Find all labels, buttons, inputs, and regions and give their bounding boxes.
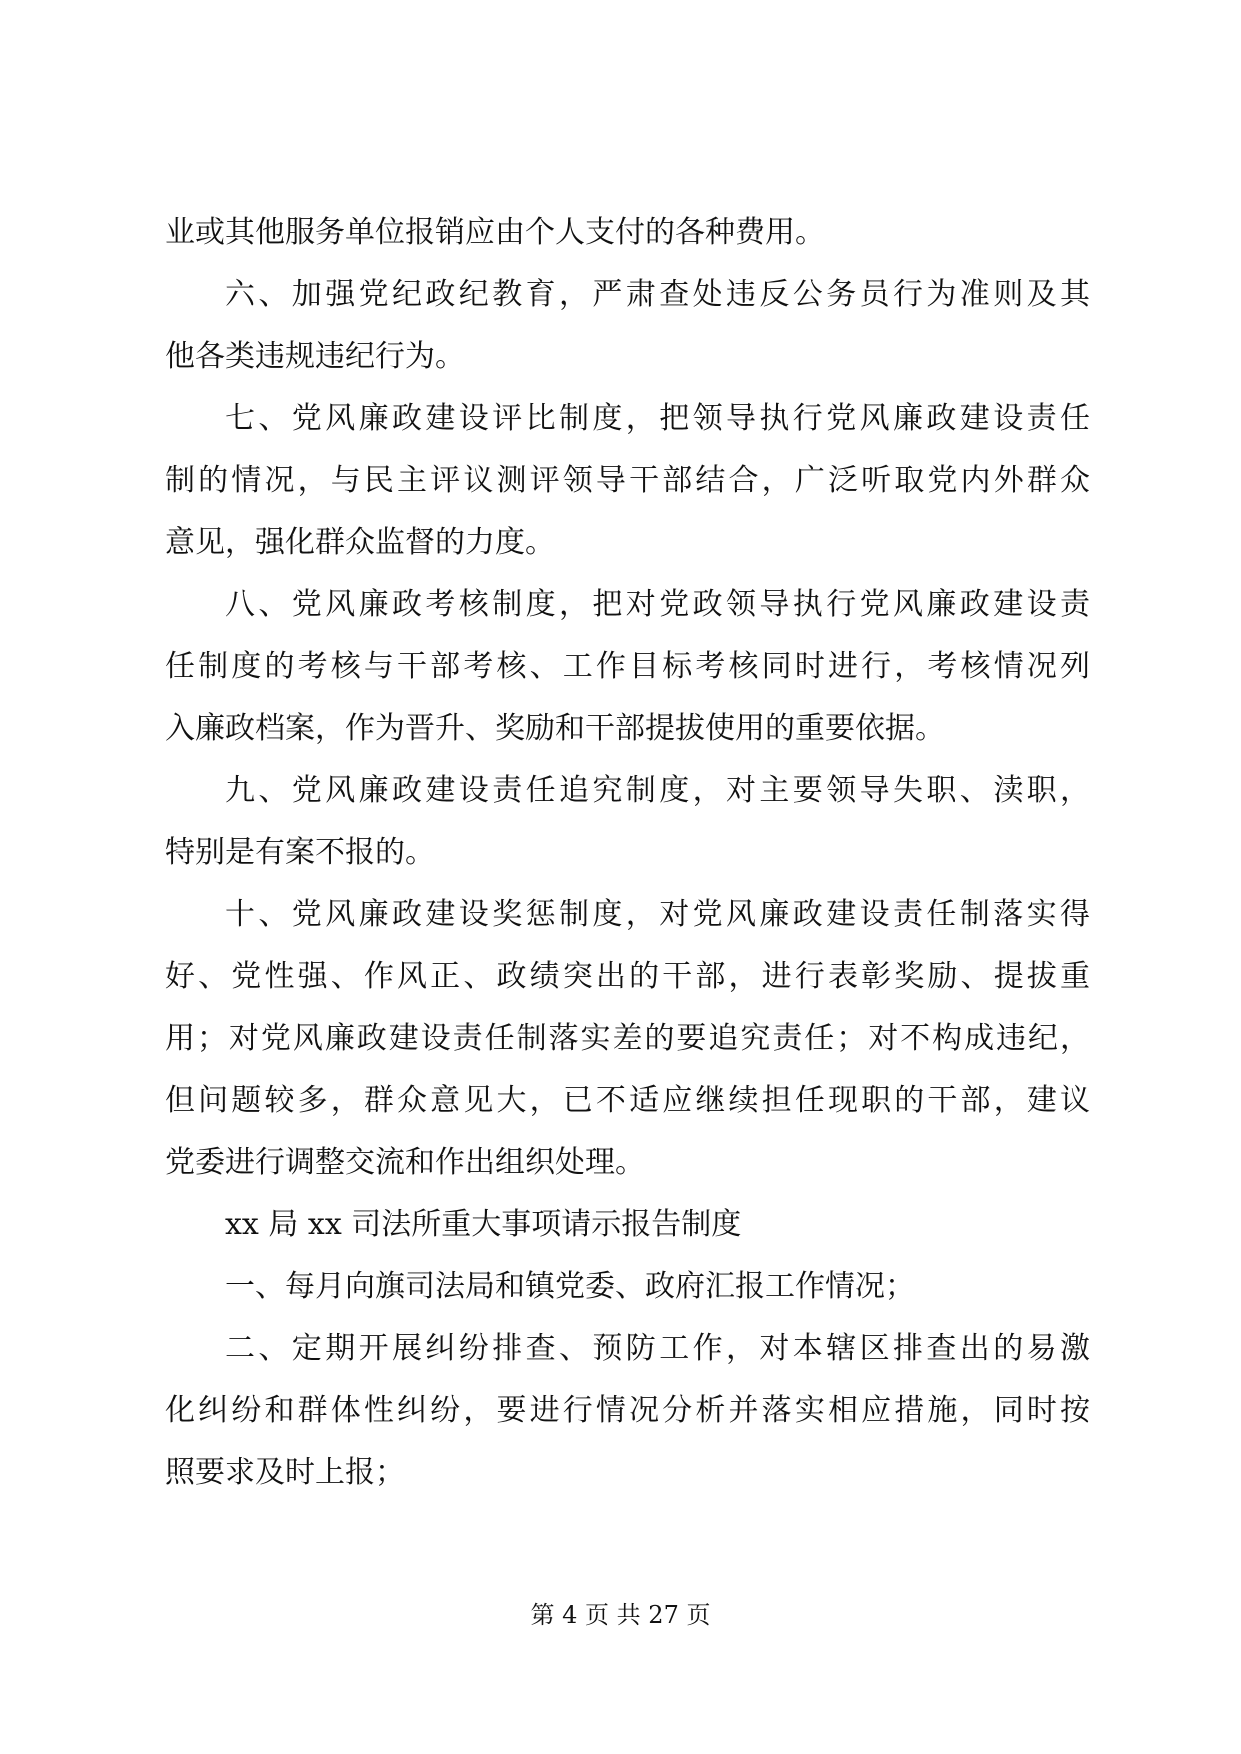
document-body	[165, 202, 1090, 1504]
text-line: 六、加强党纪政纪教育，严肃查处违反公务员行为准则及其	[225, 277, 1090, 312]
text-line: 任制度的考核与干部考核、工作目标考核同时进行，考核情况列	[165, 649, 1090, 684]
text-line: 八、党风廉政考核制度，把对党政领导执行党风廉政建设责	[225, 587, 1090, 622]
text-line: 二、定期开展纠纷排查、预防工作，对本辖区排查出的易激	[225, 1331, 1090, 1366]
text-line: 但问题较多，群众意见大，已不适应继续担任现职的干部，建议	[165, 1083, 1090, 1118]
text-line: 制的情况，与民主评议测评领导干部结合，广泛听取党内外群众	[165, 463, 1090, 498]
text-line: 入廉政档案，作为晋升、奖励和干部提拔使用的重要依据。	[165, 711, 945, 746]
text-line: 特别是有案不报的。	[165, 835, 435, 870]
text-line: 九、党风廉政建设责任追究制度，对主要领导失职、渎职，	[225, 773, 1090, 808]
text-line: 用；对党风廉政建设责任制落实差的要追究责任；对不构成违纪，	[165, 1021, 1090, 1056]
text-line: 化纠纷和群体性纠纷，要进行情况分析并落实相应措施，同时按	[165, 1393, 1090, 1428]
text-line: 一、每月向旗司法局和镇党委、政府汇报工作情况；	[225, 1269, 915, 1304]
text-line: xx 局 xx 司法所重大事项请示报告制度	[225, 1207, 742, 1242]
text-line: 十、党风廉政建设奖惩制度，对党风廉政建设责任制落实得	[225, 897, 1090, 932]
text-line: 七、党风廉政建设评比制度，把领导执行党风廉政建设责任	[225, 401, 1090, 436]
page-footer: 第 4 页 共 27 页	[530, 1601, 711, 1629]
text-line: 党委进行调整交流和作出组织处理。	[165, 1145, 645, 1180]
text-line: 他各类违规违纪行为。	[165, 339, 465, 374]
text-line: 好、党性强、作风正、政绩突出的干部，进行表彰奖励、提拔重	[165, 959, 1090, 994]
text-line: 业或其他服务单位报销应由个人支付的各种费用。	[165, 215, 825, 250]
text-line: 意见，强化群众监督的力度。	[165, 525, 555, 560]
text-line: 照要求及时上报；	[165, 1455, 405, 1490]
